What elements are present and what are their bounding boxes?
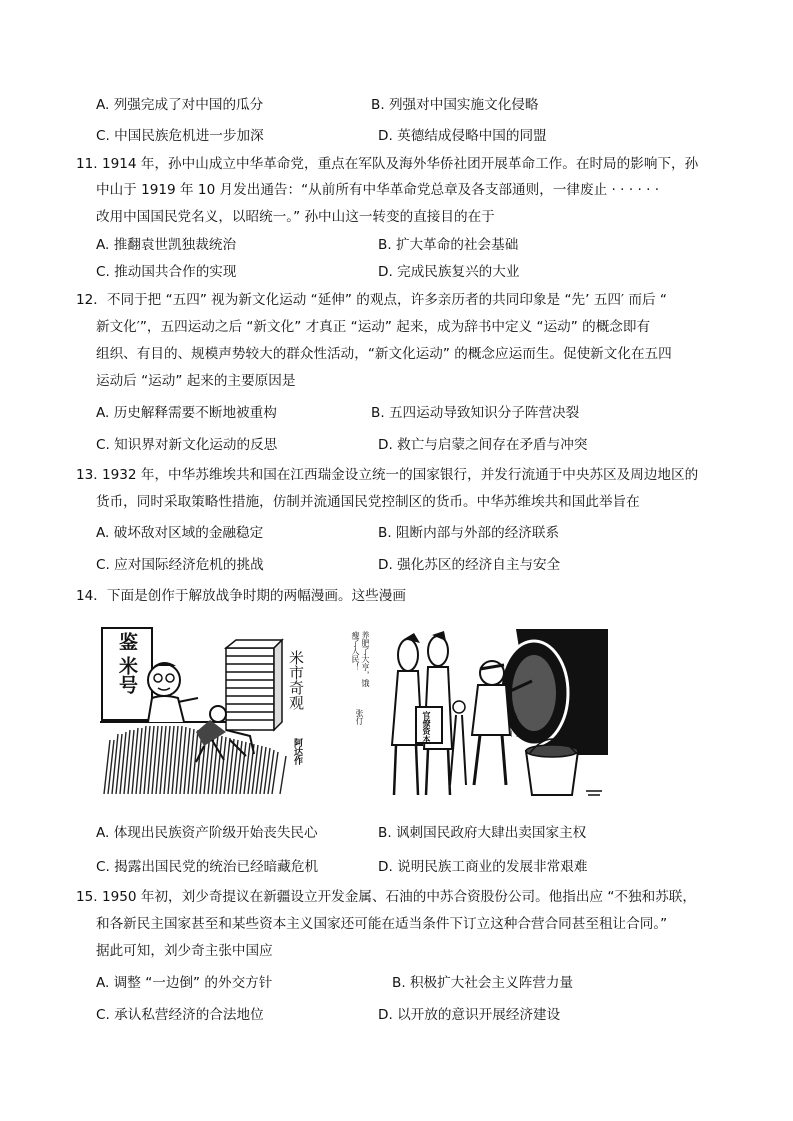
q11-option-a: A. 推翻袁世凯独裁统治 xyxy=(96,237,237,253)
q12-stem-line3: 组织、有目的、规模声势较大的群众性活动，“新文化运动” 的概念应运而生。促使新文化在五四 xyxy=(96,346,672,362)
q15-stem-line2: 和各新民主国家甚至和某些资本主义国家还可能在适当条件下订立这种合营合同甚至租让合同。” xyxy=(96,916,668,932)
q15-option-d: D. 以开放的意识开展经济建设 xyxy=(378,1007,561,1023)
q13-stem-line2: 货币，同时采取策略性措施，仿制并流通国民党控制区的货币。中华苏维埃共和国此举旨在 xyxy=(96,494,640,510)
q15-option-a: A. 调整 “一边倒” 的外交方针 xyxy=(96,975,273,991)
q12-option-c: C. 知识界对新文化运动的反思 xyxy=(96,437,278,453)
q13-option-b: B. 阻断内部与外部的经济联系 xyxy=(378,525,560,541)
q14-option-b: B. 讽刺国民政府大肆出卖国家主权 xyxy=(378,825,587,841)
cartoon2-artist: 张仃 xyxy=(355,709,364,725)
cartoon1-artist: 阿达作 xyxy=(292,738,302,765)
cartoon-fattening-tycoons xyxy=(346,625,614,799)
q10-option-d: D. 英德结成侵略中国的同盟 xyxy=(378,128,547,144)
q10-option-a: A. 列强完成了对中国的瓜分 xyxy=(96,97,264,113)
q12-stem-line1: 12．不同于把 “五四” 视为新文化运动 “延伸” 的观点，许多亲历者的共同印象是 “先’ 五四′ 而后 “ xyxy=(76,292,667,308)
q11-stem-line3: 改用中国国民党名义，以昭统一。” 孙中山这一转变的直接目的在于 xyxy=(96,209,495,225)
cartoon1-title: 米市奇观 xyxy=(287,650,305,710)
cartoon2-bag-label: 官僚资本 xyxy=(422,711,432,743)
q12-option-b: B. 五四运动导致知识分子阵营决裂 xyxy=(371,405,580,421)
q12-stem-line2: 新文化′”，五四运动之后 “新文化” 才真正 “运动” 起来，成为辞书中定义 “运动” 的概念即有 xyxy=(96,319,651,335)
q11-option-d: D. 完成民族复兴的大业 xyxy=(378,264,520,280)
q12-stem-line4: 运动后 “运动” 起来的主要原因是 xyxy=(96,373,296,389)
q13-option-d: D. 强化苏区的经济自主与安全 xyxy=(378,557,561,573)
q15-option-c: C. 承认私营经济的合法地位 xyxy=(96,1007,264,1023)
q15-stem-line1: 15. 1950 年初，刘少奇提议在新疆设立开发金属、石油的中苏合资股份公司。他指出应 “不独和苏联， xyxy=(76,889,696,905)
q14-option-c: C. 揭露出国民党的统治已经暗藏危机 xyxy=(96,859,319,875)
shop-sign: 米号 xyxy=(116,656,138,694)
q15-option-b: B. 积极扩大社会主义阵营力量 xyxy=(392,975,574,991)
q13-stem-line1: 13. 1932 年，中华苏维埃共和国在江西瑞金设立统一的国家银行，并发行流通于中央苏区及周边地区的 xyxy=(76,467,699,483)
q12-option-d: D. 救亡与启蒙之间存在矛盾与冲突 xyxy=(378,437,588,453)
cartoon2-caption: 养肥了大亨，饿瘦了人民！ xyxy=(351,631,370,687)
q14-stem-line1: 14．下面是创作于解放战争时期的两幅漫画。这些漫画 xyxy=(76,588,406,604)
q11-stem-line1: 11. 1914 年，孙中山成立中华革命党，重点在军队及海外华侨社团开展革命工作。在时局的影响下，孙 xyxy=(76,156,699,172)
cartoon-rice-market xyxy=(100,622,314,800)
shop-sign-top: 鉴 xyxy=(116,632,138,651)
q13-option-c: C. 应对国际经济危机的挑战 xyxy=(96,557,264,573)
q10-option-b: B. 列强对中国实施文化侵略 xyxy=(371,97,539,113)
q11-stem-line2: 中山于 1919 年 10 月发出通告：“从前所有中华革命党总章及各支部通则，一律废止 · · · · · · xyxy=(96,182,660,198)
q11-option-c: C. 推动国共合作的实现 xyxy=(96,264,237,280)
q10-option-c: C. 中国民族危机进一步加深 xyxy=(96,128,264,144)
q12-option-a: A. 历史解释需要不断地被重构 xyxy=(96,405,277,421)
q14-option-d: D. 说明民族工商业的发展非常艰难 xyxy=(378,859,588,875)
q14-option-a: A. 体现出民族资产阶级开始丧失民心 xyxy=(96,825,318,841)
q11-option-b: B. 扩大革命的社会基础 xyxy=(378,237,519,253)
cartoon2-truman-label: 杜鲁门 xyxy=(510,713,519,737)
q13-option-a: A. 破坏敌对区域的金融稳定 xyxy=(96,525,264,541)
q15-stem-line3: 据此可知，刘少奇主张中国应 xyxy=(96,943,273,959)
